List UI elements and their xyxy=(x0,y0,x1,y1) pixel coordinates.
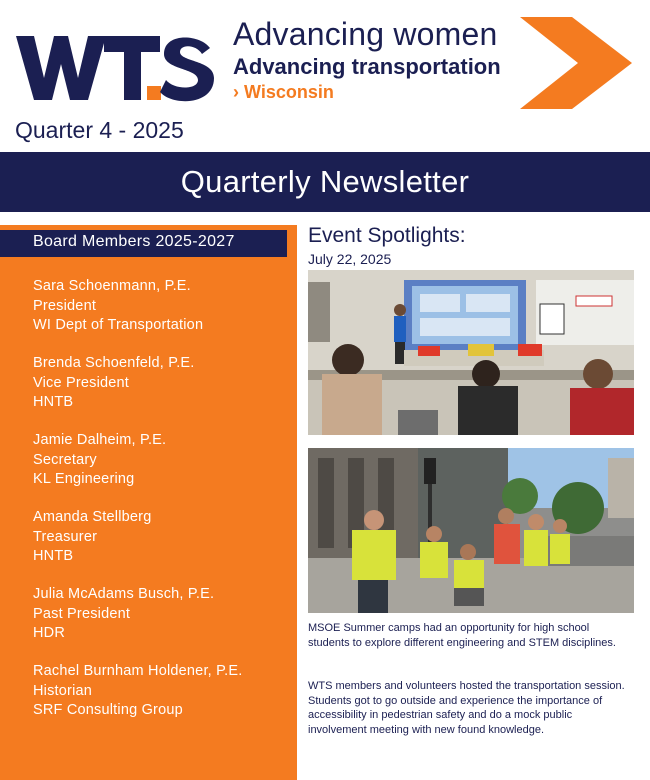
member-name: Rachel Burnham Holdener, P.E. xyxy=(33,663,243,679)
board-member xyxy=(33,277,242,354)
newsletter-banner xyxy=(0,152,650,212)
event-caption-session: WTS members and volunteers hosted the transportation session. Students got to go outside and experience the importance of accessibility in pedestrian safety and do a mock public involvement meeting with new found knowledge. xyxy=(308,680,625,736)
newsletter-title: Quarterly Newsletter xyxy=(180,164,470,199)
member-org: SRF Consulting Group xyxy=(33,702,183,718)
member-org: HNTB xyxy=(33,548,74,564)
chapter-name: › Wisconsin xyxy=(233,82,334,102)
member-name: Amanda Stellberg xyxy=(33,509,152,525)
member-org: HNTB xyxy=(33,394,74,410)
member-role: Secretary xyxy=(33,451,97,468)
orange-chevron-icon xyxy=(520,17,632,109)
member-name: Julia McAdams Busch, P.E. xyxy=(33,586,215,602)
pedestrian-activity-photo xyxy=(308,448,634,613)
logo-letter-w xyxy=(16,36,106,100)
event-caption-camps: MSOE Summer camps had an opportunity for high school students to explore different engineering and STEM disciplines. xyxy=(308,622,616,649)
board-members-panel xyxy=(0,225,297,780)
board-member xyxy=(33,585,242,662)
member-role: Historian xyxy=(33,682,93,699)
tagline-advancing-women: Advancing women xyxy=(233,16,498,52)
quarter-label: Quarter 4 - 2025 xyxy=(15,117,184,143)
logo-letter-t-stem xyxy=(124,36,141,100)
board-member xyxy=(33,662,242,739)
member-role: President xyxy=(33,297,97,314)
logo-dot xyxy=(147,86,161,100)
member-role: Vice President xyxy=(33,374,130,391)
member-name: Jamie Dalheim, P.E. xyxy=(33,432,167,448)
logo-letter-s xyxy=(160,37,214,101)
member-role: Treasurer xyxy=(33,528,98,545)
tagline-advancing-transportation: Advancing transportation xyxy=(233,54,501,79)
board-member xyxy=(33,508,242,585)
event-spotlight-heading: Event Spotlights: xyxy=(308,224,466,247)
member-role: Past President xyxy=(33,605,131,622)
board-members-list xyxy=(33,277,242,739)
member-name: Sara Schoenmann, P.E. xyxy=(33,278,191,294)
board-member xyxy=(33,431,242,508)
member-name: Brenda Schoenfeld, P.E. xyxy=(33,355,195,371)
wts-logo xyxy=(14,14,214,110)
member-org: KL Engineering xyxy=(33,471,135,487)
board-member xyxy=(33,354,242,431)
classroom-photo xyxy=(308,270,634,435)
event-date: July 22, 2025 xyxy=(308,251,392,267)
board-members-heading: Board Members 2025-2027 xyxy=(0,230,287,257)
member-org: WI Dept of Transportation xyxy=(33,317,204,333)
member-org: HDR xyxy=(33,625,66,641)
